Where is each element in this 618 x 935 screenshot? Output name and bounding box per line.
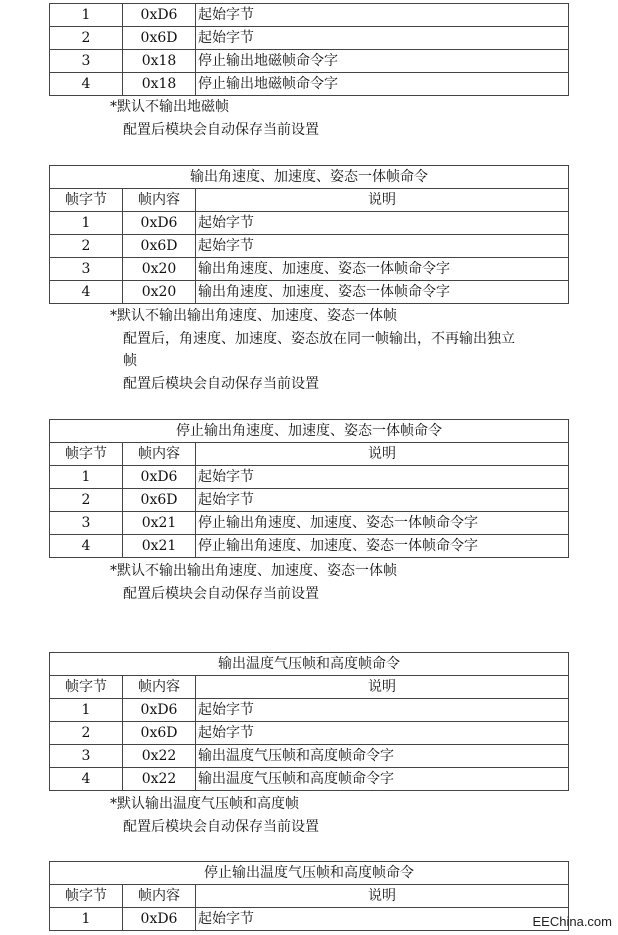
cell-desc: 输出温度气压帧和高度帧命令字 [196, 745, 569, 768]
header-byte: 帧字节 [50, 885, 123, 908]
table-title-row [50, 653, 569, 676]
note-line: 配置后，角速度、加速度、姿态放在同一帧输出，不再输出独立 [123, 330, 515, 347]
cell-byte: 1 [50, 908, 123, 931]
cell-content: 0xD6 [123, 699, 196, 722]
table-row [50, 258, 569, 281]
cell-byte: 4 [50, 535, 123, 558]
table-row [50, 73, 569, 96]
cell-content: 0x18 [123, 50, 196, 73]
cell-desc: 输出角速度、加速度、姿态一体帧命令字 [196, 281, 569, 304]
table-row [50, 4, 569, 27]
table-section-5 [49, 861, 569, 931]
cell-content: 0x18 [123, 73, 196, 96]
table-row [50, 535, 569, 558]
table-title-row [50, 862, 569, 885]
cell-byte: 2 [50, 489, 123, 512]
cell-byte: 1 [50, 212, 123, 235]
cell-content: 0x6D [123, 27, 196, 50]
table-row [50, 745, 569, 768]
header-desc: 说明 [196, 676, 569, 699]
cell-desc: 起始字节 [196, 27, 569, 50]
table-section-2 [49, 165, 569, 304]
cell-byte: 3 [50, 258, 123, 281]
header-content: 帧内容 [123, 443, 196, 466]
cell-byte: 1 [50, 466, 123, 489]
cell-content: 0xD6 [123, 212, 196, 235]
cell-byte: 1 [50, 699, 123, 722]
header-content: 帧内容 [123, 676, 196, 699]
cell-desc: 停止输出地磁帧命令字 [196, 50, 569, 73]
table-row [50, 27, 569, 50]
note-line: *默认输出温度气压帧和高度帧 [110, 796, 299, 812]
cell-desc: 输出温度气压帧和高度帧命令字 [196, 768, 569, 791]
table-header-row [50, 443, 569, 466]
table-title-row [50, 420, 569, 443]
note-line: 配置后模块会自动保存当前设置 [123, 818, 319, 835]
cell-byte: 2 [50, 27, 123, 50]
cell-desc: 起始字节 [196, 908, 569, 931]
cell-byte: 4 [50, 281, 123, 304]
table-header-row [50, 676, 569, 699]
table-title-row [50, 166, 569, 189]
notes-section-4 [110, 793, 580, 838]
table-row [50, 50, 569, 73]
cell-byte: 2 [50, 722, 123, 745]
cell-byte: 3 [50, 745, 123, 768]
cell-content: 0x22 [123, 768, 196, 791]
cell-byte: 3 [50, 512, 123, 535]
table-header-row [50, 189, 569, 212]
note-line: 配置后模块会自动保存当前设置 [123, 375, 319, 392]
cell-byte: 3 [50, 50, 123, 73]
header-content: 帧内容 [123, 885, 196, 908]
header-byte: 帧字节 [50, 443, 123, 466]
cell-desc: 停止输出地磁帧命令字 [196, 73, 569, 96]
cell-byte: 4 [50, 768, 123, 791]
cell-content: 0x6D [123, 489, 196, 512]
cell-desc: 起始字节 [196, 489, 569, 512]
table-row [50, 281, 569, 304]
cell-content: 0x20 [123, 281, 196, 304]
table-title: 输出角速度、加速度、姿态一体帧命令 [50, 166, 569, 189]
cell-content: 0xD6 [123, 4, 196, 27]
note-line: *默认不输出地磁帧 [110, 99, 229, 115]
header-desc: 说明 [196, 885, 569, 908]
table-title: 停止输出角速度、加速度、姿态一体帧命令 [50, 420, 569, 443]
header-desc: 说明 [196, 189, 569, 212]
table-row [50, 699, 569, 722]
table-section-4 [49, 652, 569, 791]
cell-desc: 起始字节 [196, 699, 569, 722]
notes-section-1 [110, 96, 580, 141]
table-header-row [50, 885, 569, 908]
table-title: 停止输出温度气压帧和高度帧命令 [50, 862, 569, 885]
table-title: 输出温度气压帧和高度帧命令 [50, 653, 569, 676]
cell-desc: 停止输出角速度、加速度、姿态一体帧命令字 [196, 512, 569, 535]
cell-content: 0x20 [123, 258, 196, 281]
cell-content: 0x21 [123, 535, 196, 558]
cell-content: 0x6D [123, 722, 196, 745]
cell-byte: 1 [50, 4, 123, 27]
cell-byte: 4 [50, 73, 123, 96]
note-line: 配置后模块会自动保存当前设置 [123, 121, 319, 138]
notes-section-3 [110, 560, 580, 605]
table-row [50, 722, 569, 745]
table-row [50, 489, 569, 512]
table-row [50, 212, 569, 235]
table-section-1 [49, 3, 569, 96]
cell-desc: 起始字节 [196, 235, 569, 258]
note-line: 帧 [123, 353, 137, 369]
table-row [50, 908, 569, 931]
cell-byte: 2 [50, 235, 123, 258]
header-content: 帧内容 [123, 189, 196, 212]
notes-section-2 [110, 305, 580, 395]
table-row [50, 466, 569, 489]
cell-content: 0x6D [123, 235, 196, 258]
header-byte: 帧字节 [50, 189, 123, 212]
cell-desc: 起始字节 [196, 4, 569, 27]
cell-content: 0x22 [123, 745, 196, 768]
cell-desc: 输出角速度、加速度、姿态一体帧命令字 [196, 258, 569, 281]
watermark: EEChina.com [532, 914, 612, 929]
cell-content: 0x21 [123, 512, 196, 535]
header-byte: 帧字节 [50, 676, 123, 699]
cell-desc: 起始字节 [196, 466, 569, 489]
cell-desc: 起始字节 [196, 212, 569, 235]
table-row [50, 235, 569, 258]
cell-desc: 停止输出角速度、加速度、姿态一体帧命令字 [196, 535, 569, 558]
cell-desc: 起始字节 [196, 722, 569, 745]
cell-content: 0xD6 [123, 908, 196, 931]
cell-content: 0xD6 [123, 466, 196, 489]
note-line: *默认不输出输出角速度、加速度、姿态一体帧 [110, 308, 397, 324]
header-desc: 说明 [196, 443, 569, 466]
note-line: 配置后模块会自动保存当前设置 [123, 585, 319, 602]
table-row [50, 512, 569, 535]
note-line: *默认不输出输出角速度、加速度、姿态一体帧 [110, 563, 397, 579]
table-section-3 [49, 419, 569, 558]
table-row [50, 768, 569, 791]
